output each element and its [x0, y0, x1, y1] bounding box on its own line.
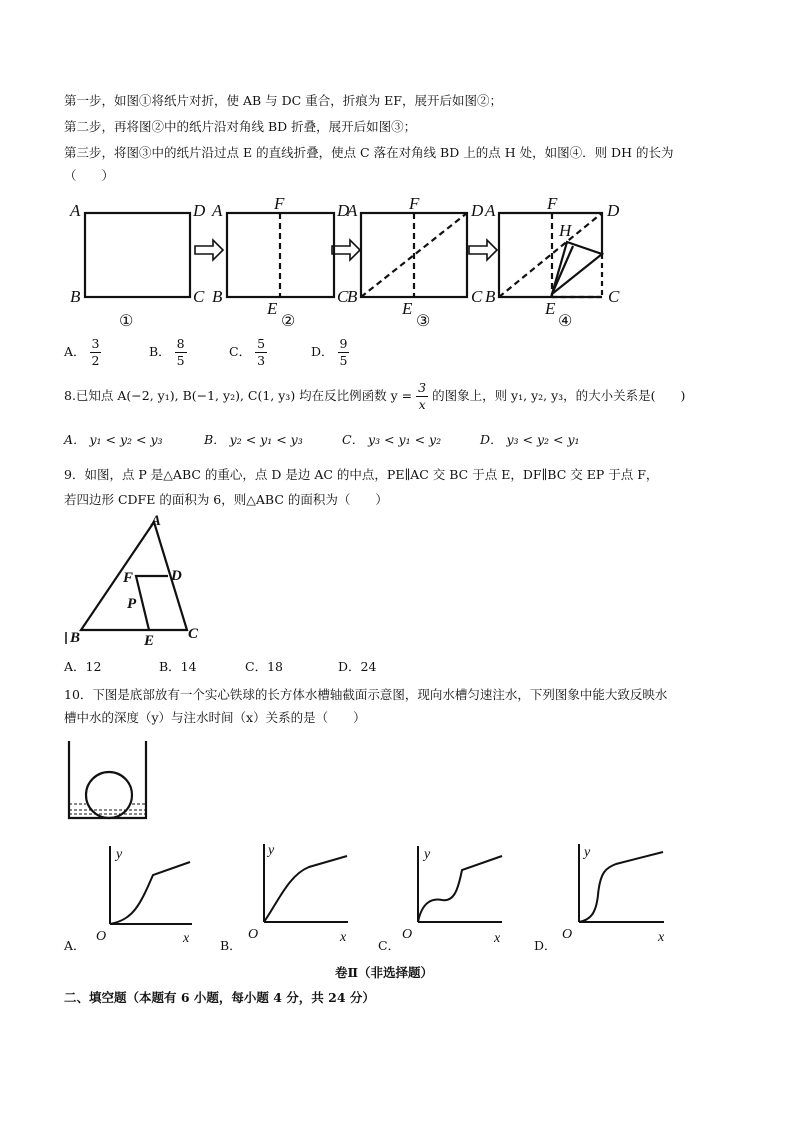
q9-label-c: C	[188, 626, 199, 642]
fig4-number: ④	[558, 313, 573, 330]
section-2-title: 卷Ⅱ（非选择题）	[335, 965, 434, 980]
q10-graph-b[interactable]	[244, 840, 354, 945]
q10-graph-d-letter[interactable]: D．	[534, 938, 557, 953]
fig1-label-a: A	[70, 201, 81, 220]
arrow-1-icon	[195, 240, 223, 260]
q10-line2: 槽中水的深度（y）与注水时间（x）关系的是（ ）	[64, 710, 366, 725]
fig3-label-c: C	[471, 287, 483, 306]
q9-options	[64, 657, 418, 675]
q10-graph-a-letter[interactable]: A．	[64, 938, 86, 953]
part-2-heading: 二、填空题（本题有 6 小题，每小题 4 分，共 24 分）	[64, 990, 375, 1005]
fig2-label-e: E	[267, 299, 278, 318]
fig4-label-h: H	[559, 221, 572, 240]
q8-stem-prefix: 8.已知点 A(−2, y₁), B(−1, y₂), C(1, y₃) 均在反比例函数 y =	[64, 388, 413, 403]
svg-text:O: O	[248, 927, 259, 942]
q9-option-a[interactable]: A．12	[64, 659, 102, 674]
fig2-number: ②	[281, 313, 296, 330]
arrow-3-icon	[469, 240, 497, 260]
q9-option-d[interactable]: D．24	[338, 659, 377, 674]
q7-option-d[interactable]: D． $\frac{9}{5}$	[311, 336, 348, 368]
svg-text:O: O	[96, 929, 107, 944]
fig3-number: ③	[416, 313, 431, 330]
q8-options	[64, 430, 618, 448]
q10-water-tank-figure	[60, 738, 160, 823]
fig1-label-c: C	[193, 287, 205, 306]
fig2-label-f: F	[274, 196, 285, 213]
fig4-label-f: F	[547, 196, 558, 213]
q7-option-a[interactable]: A． $\frac{3}{2}$	[64, 336, 100, 368]
fig4-diagonal-bd	[499, 213, 602, 297]
svg-text:y: y	[268, 843, 275, 858]
svg-text:x: x	[658, 930, 665, 945]
fig2-label-c: C	[337, 287, 349, 306]
q9-option-c[interactable]: C．18	[245, 659, 283, 674]
graph-a-curve	[110, 862, 190, 924]
svg-text:x: x	[183, 931, 190, 945]
fig4-label-d: D	[607, 201, 620, 220]
q7-answer-paren: （ ）	[64, 168, 115, 183]
q7-step2: 第二步，再将图②中的纸片沿对角线 BD 折叠，展开后如图③；	[64, 119, 417, 134]
q7-step1: 第一步，如图①将纸片对折，使 AB 与 DC 重合，折痕为 EF，展开后如图②；	[64, 93, 502, 108]
fig1-label-b: B	[70, 287, 81, 306]
svg-text:O: O	[562, 927, 573, 942]
q8-option-b[interactable]: B． y₂ < y₁ < y₃	[204, 432, 303, 447]
tank-walls	[69, 741, 146, 818]
graph-b-curve	[264, 856, 347, 922]
fig3-label-d: D	[471, 201, 484, 220]
q10-graph-a[interactable]	[88, 840, 198, 945]
q8-stem: 8.已知点 A(−2, y₁), B(−1, y₂), C(1, y₃) 均在反比例函数 y = $\frac{3}{x}$ 的图象上，则 y₁, y₂, y₃，的大小关系是( )	[64, 380, 686, 412]
iron-ball	[86, 772, 132, 818]
fig4-label-b: B	[485, 287, 496, 306]
fig3-label-e: E	[402, 299, 413, 318]
fig2-label-a: A	[212, 201, 223, 220]
q7-options	[64, 336, 391, 369]
q7-option-b[interactable]: B． $\frac{8}{5}$	[149, 336, 185, 368]
svg-text:x: x	[340, 930, 347, 945]
q10-line1: 10．下图是底部放有一个实心铁球的长方体水槽轴截面示意图，现向水槽匀速注水，下列图象中能大致反映水	[64, 687, 668, 702]
svg-text:y: y	[584, 845, 591, 860]
q9-label-d: D	[171, 568, 182, 584]
fig3-label-f: F	[409, 196, 420, 213]
q8-option-a[interactable]: A． y₁ < y₂ < y₃	[64, 432, 163, 447]
q8-option-d[interactable]: D． y₃ < y₂ < y₁	[480, 432, 580, 447]
fig4-folded-triangle	[552, 242, 602, 294]
fig1-rectangle	[85, 213, 190, 297]
q9-label-f: F	[123, 570, 134, 586]
q9-option-b[interactable]: B．14	[159, 659, 197, 674]
svg-text:y: y	[116, 847, 123, 862]
q10-graph-b-letter[interactable]: B．	[220, 938, 242, 953]
fig4-label-c: C	[608, 287, 620, 306]
fig2-label-b: B	[212, 287, 223, 306]
fig3-label-b: B	[347, 287, 358, 306]
fig2-label-d: D	[337, 201, 350, 220]
q9-label-b: B	[70, 630, 81, 646]
quad-cdfe-lines	[136, 576, 168, 630]
arrow-2-icon	[332, 240, 360, 260]
q9-label-a: A	[151, 513, 162, 529]
q10-graph-c-letter[interactable]: C．	[378, 938, 401, 953]
q10-graph-c[interactable]	[400, 840, 510, 945]
q9-label-e: E	[144, 633, 155, 647]
graph-d-curve	[579, 852, 663, 922]
graph-c-curve	[418, 856, 502, 922]
q7-step3: 第三步，将图③中的纸片沿过点 E 的直线折叠，使点 C 落在对角线 BD 上的点 H 处，如图④．则 DH 的长为	[64, 145, 674, 160]
q9-line2: 若四边形 CDFE 的面积为 6，则△ABC 的面积为（ ）	[64, 492, 388, 507]
svg-text:y: y	[424, 847, 431, 862]
q8-option-c[interactable]: C． y₃ < y₁ < y₂	[342, 432, 442, 447]
q7-option-c[interactable]: C． $\frac{5}{3}$	[229, 336, 266, 368]
q9-label-p: P	[127, 596, 137, 612]
fig1-number: ①	[119, 313, 134, 330]
q10-graph-d[interactable]	[556, 840, 671, 945]
fig4-label-a: A	[485, 201, 496, 220]
fig1-label-d: D	[193, 201, 206, 220]
q9-triangle-figure	[60, 512, 210, 647]
svg-text:x: x	[494, 931, 501, 945]
q9-line1: 9．如图，点 P 是△ABC 的重心，点 D 是边 AC 的中点，PE∥AC 交 BC 于点 E，DF∥BC 交 EP 于点 F，	[64, 467, 659, 482]
fig3-label-a: A	[347, 201, 358, 220]
q7-folding-figures	[60, 196, 640, 334]
q8-stem-suffix: 的图象上，则 y₁, y₂, y₃，的大小关系是( )	[432, 388, 686, 403]
svg-text:O: O	[402, 927, 413, 942]
fig4-label-e: E	[545, 299, 556, 318]
